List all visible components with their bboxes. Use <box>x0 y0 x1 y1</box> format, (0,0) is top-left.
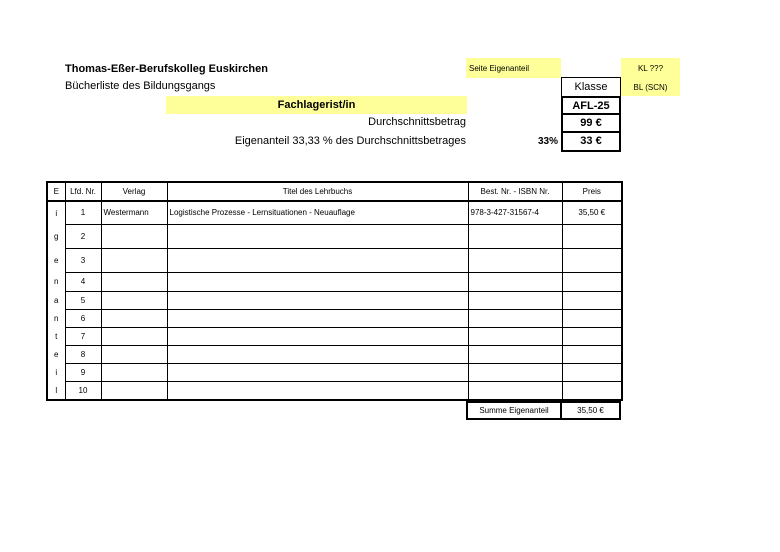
row-number: 6 <box>65 309 101 327</box>
sum-label: Summe Eigenanteil <box>466 401 562 420</box>
col-isbn-header: Best. Nr. - ISBN Nr. <box>468 182 562 201</box>
share-percent: 33% <box>537 136 558 147</box>
col-no-header: Lfd. Nr. <box>65 182 101 201</box>
share-value: 33 € <box>561 132 621 152</box>
row-price <box>562 224 622 248</box>
table-row <box>47 381 622 400</box>
row-title <box>167 327 468 345</box>
row-price <box>562 291 622 309</box>
row-isbn <box>468 224 562 248</box>
row-title <box>167 272 468 291</box>
row-publisher <box>101 224 167 248</box>
table-row <box>47 248 622 272</box>
col-side-header: E <box>47 182 65 201</box>
side-letter: t <box>47 327 65 345</box>
row-price <box>562 345 622 363</box>
side-letter: g <box>47 224 65 248</box>
row-number: 8 <box>65 345 101 363</box>
row-number: 2 <box>65 224 101 248</box>
row-number: 4 <box>65 272 101 291</box>
row-price <box>562 381 622 400</box>
bl-cell: BL (SCN) <box>621 78 680 96</box>
class-value: AFL-25 <box>561 96 621 115</box>
side-letter: i <box>47 363 65 381</box>
row-price <box>562 248 622 272</box>
row-number: 10 <box>65 381 101 400</box>
table-row <box>47 345 622 363</box>
table-row <box>47 291 622 309</box>
row-publisher: Westermann <box>101 201 167 224</box>
row-isbn <box>468 248 562 272</box>
sum-value: 35,50 € <box>560 401 621 420</box>
row-title <box>167 291 468 309</box>
row-isbn <box>468 327 562 345</box>
row-title <box>167 224 468 248</box>
row-title: Logistische Prozesse - Lernsituationen - Neuauflage <box>167 201 468 224</box>
average-label: Durchschnittsbetrag <box>368 116 466 128</box>
side-letter: l <box>47 381 65 400</box>
table-row <box>47 309 622 327</box>
table-row <box>47 201 622 224</box>
row-number: 1 <box>65 201 101 224</box>
row-number: 7 <box>65 327 101 345</box>
row-price <box>562 327 622 345</box>
row-isbn <box>468 309 562 327</box>
row-isbn <box>468 291 562 309</box>
row-number: 5 <box>65 291 101 309</box>
side-letter: n <box>47 272 65 291</box>
side-letter: e <box>47 248 65 272</box>
row-price <box>562 309 622 327</box>
side-letter: e <box>47 345 65 363</box>
table-row <box>47 327 622 345</box>
row-title <box>167 363 468 381</box>
row-publisher <box>101 363 167 381</box>
table-row <box>47 272 622 291</box>
school-name: Thomas-Eßer-Berufskolleg Euskirchen <box>65 63 268 75</box>
program-title: Fachlagerist/in <box>166 96 467 114</box>
col-title-header: Titel des Lehrbuchs <box>167 182 468 201</box>
row-price: 35,50 € <box>562 201 622 224</box>
page-share-label: Seite Eigenanteil <box>466 58 561 78</box>
row-publisher <box>101 327 167 345</box>
table-row <box>47 224 622 248</box>
row-title <box>167 381 468 400</box>
row-title <box>167 309 468 327</box>
row-isbn: 978-3-427-31567-4 <box>468 201 562 224</box>
row-isbn <box>468 381 562 400</box>
side-letter: n <box>47 309 65 327</box>
row-publisher <box>101 345 167 363</box>
booklist-label: Bücherliste des Bildungsgangs <box>65 80 216 92</box>
row-publisher <box>101 309 167 327</box>
table-row <box>47 363 622 381</box>
table-header <box>47 182 622 201</box>
side-letter: i <box>47 201 65 224</box>
row-price <box>562 363 622 381</box>
row-publisher <box>101 381 167 400</box>
row-title <box>167 345 468 363</box>
class-label: Klasse <box>561 77 621 96</box>
kl-cell: KL ??? <box>621 58 680 78</box>
row-price <box>562 272 622 291</box>
row-number: 3 <box>65 248 101 272</box>
book-table <box>46 181 623 401</box>
row-publisher <box>101 291 167 309</box>
row-title <box>167 248 468 272</box>
side-letter: a <box>47 291 65 309</box>
row-publisher <box>101 272 167 291</box>
col-price-header: Preis <box>562 182 622 201</box>
row-number: 9 <box>65 363 101 381</box>
row-isbn <box>468 363 562 381</box>
average-value: 99 € <box>561 114 621 133</box>
row-isbn <box>468 345 562 363</box>
row-isbn <box>468 272 562 291</box>
row-publisher <box>101 248 167 272</box>
share-label: Eigenanteil 33,33 % des Durchschnittsbetrages <box>234 135 466 147</box>
col-publisher-header: Verlag <box>101 182 167 201</box>
